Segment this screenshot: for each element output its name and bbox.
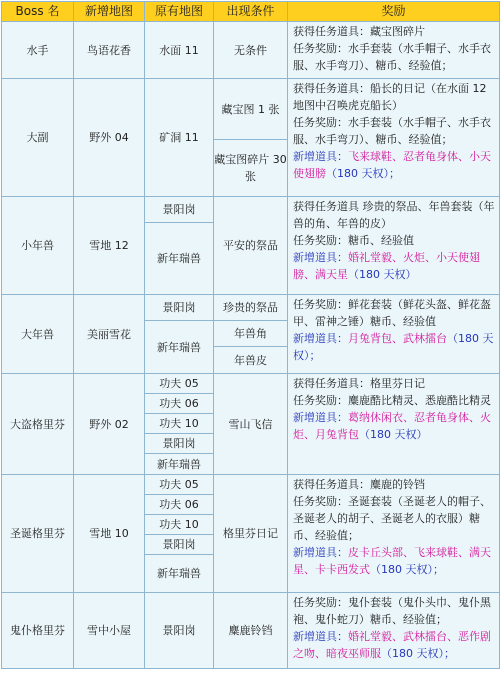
reward-line [293,392,495,409]
old-map: 水面 11 [145,22,214,79]
header-new-map: 新增地图 [74,2,145,22]
reward-duration: （180 天权） [348,268,417,281]
condition: 珍贵的祭品 [214,295,288,321]
reward-label: 新增道具： [293,546,348,559]
old-map: 新年瑞兽 [145,223,214,295]
reward-line [293,198,495,232]
old-map: 功夫 10 [145,414,214,434]
condition: 麋鹿铃铛 [214,593,288,669]
reward-value: 皮卡丘头部、飞来球鞋、满天星、卡卡西发式 [293,546,491,576]
condition: 藏宝图碎片 30 张 [214,140,288,197]
reward-value: 水手套装（水手帽子、水手衣服、水手弯刀）、糖币、经验值； [293,42,491,72]
condition: 藏宝图 1 张 [214,79,288,140]
header-row [2,2,500,22]
table-row [2,79,500,140]
reward-label: 新增道具： [293,251,348,264]
reward-label: 任务奖励： [293,394,348,407]
old-map: 功夫 05 [145,475,214,495]
new-map: 美丽雪花 [74,295,145,374]
header-old-map: 原有地图 [145,2,214,22]
condition: 格里芬日记 [214,475,288,593]
old-map: 景阳岗 [145,197,214,223]
reward-value: 格里芬日记 [370,377,425,390]
new-map: 野外 02 [74,374,145,475]
reward-value: 飞来球鞋、忍者龟身体、小天使翅膀 [293,150,491,180]
reward-label: 获得任务道具 [293,200,363,213]
reward-label: 任务奖励： [293,42,348,55]
reward-label: 任务奖励： [293,116,348,129]
reward-label: 新增道具： [293,150,348,163]
reward-line [293,409,495,443]
table-row [2,593,500,669]
old-map: 新年瑞兽 [145,454,214,475]
reward-cell [288,22,500,79]
header-condition: 出现条件 [214,2,288,22]
reward-value: 婚礼堂毅、火炬、小天使翅膀、满天星 [293,251,480,281]
old-map: 景阳岗 [145,593,214,669]
boss-name: 大副 [2,79,74,197]
reward-label: 任务奖励： [293,495,348,508]
table-row [2,475,500,495]
old-map: 景阳岗 [145,434,214,454]
boss-name: 小年兽 [2,197,74,295]
reward-value: 糖币、经验值 [348,234,414,247]
reward-line [293,23,495,40]
reward-duration: （180 天权） [359,428,428,441]
reward-label: 获得任务道具： [293,82,370,95]
reward-line [293,493,495,544]
reward-line [293,544,495,578]
reward-value: 圣诞套装（圣诞老人的帽子、圣诞老人的胡子、圣诞老人的衣服）糖币、经验值； [293,495,491,542]
boss-name: 大盗格里芬 [2,374,74,475]
reward-duration: （180 天权）； [326,167,400,180]
reward-label: 获得任务道具： [293,478,370,491]
condition: 平安的祭品 [214,197,288,295]
reward-line [293,628,495,662]
reward-line [293,594,495,628]
old-map: 功夫 06 [145,495,214,515]
reward-line [293,114,495,148]
reward-duration: （180 天权）； [381,647,455,660]
old-map: 功夫 10 [145,515,214,535]
boss-name: 大年兽 [2,295,74,374]
reward-line [293,330,495,364]
condition: 年兽皮 [214,347,288,374]
condition: 无条件 [214,22,288,79]
reward-label: 新增道具： [293,411,348,424]
reward-label: 新增道具： [293,630,348,643]
reward-cell [288,197,500,295]
boss-name: 鬼仆格里芬 [2,593,74,669]
reward-duration: （180 天权）； [293,332,494,362]
boss-table [1,1,500,669]
new-map: 雪地 10 [74,475,145,593]
reward-label: 获得任务道具： [293,377,370,390]
reward-value: 婚礼堂毅、武林擂台、恶作剧之吻、暗夜巫师服 [293,630,491,660]
reward-line [293,40,495,74]
table-row [2,295,500,321]
new-map: 雪地 12 [74,197,145,295]
reward-line [293,232,495,249]
old-map: 矿洞 11 [145,79,214,197]
reward-label: 获得任务道具： [293,25,370,38]
reward-value: 月兔背包、武林擂台 [348,332,447,345]
reward-cell [288,475,500,593]
old-map: 功夫 05 [145,374,214,394]
reward-label: 任务奖励： [293,596,348,609]
reward-line [293,80,495,114]
reward-line [293,249,495,283]
reward-line [293,296,495,330]
reward-cell [288,79,500,197]
reward-value: 鲜花套装（鲜花头盔、鲜花盔甲、雷神之锤）糖币、经验值 [293,298,491,328]
old-map: 功夫 06 [145,394,214,414]
reward-value: 葛纳休闲衣、忍者龟身体、火炬、月兔背包 [293,411,491,441]
reward-line [293,375,495,392]
condition: 雪山飞信 [214,374,288,475]
reward-duration: （180 天权）； [370,563,444,576]
reward-line [293,476,495,493]
reward-value: 藏宝图碎片 [370,25,425,38]
table-row [2,197,500,223]
old-map: 景阳岗 [145,535,214,555]
reward-value: 麋鹿的铃铛 [370,478,425,491]
condition: 年兽角 [214,321,288,347]
table-row [2,22,500,79]
reward-value: 鬼仆套装（鬼仆头巾、鬼仆黑袍、鬼仆蛇刀）糖币、经验值； [293,596,491,626]
reward-value: 水手套装（水手帽子、水手衣服、水手弯刀）、糖币、经验值； [293,116,491,146]
reward-label: 新增道具： [293,332,348,345]
boss-name: 水手 [2,22,74,79]
old-map: 新年瑞兽 [145,321,214,374]
table-row [2,374,500,394]
reward-cell [288,295,500,374]
reward-value: 麋鹿酷比精灵、悉鹿酷比精灵 [348,394,491,407]
boss-name: 圣诞格里芬 [2,475,74,593]
old-map: 新年瑞兽 [145,555,214,593]
new-map: 野外 04 [74,79,145,197]
reward-value: 船长的日记（在水面 12 地图中召唤虎克船长） [293,82,487,112]
reward-cell [288,374,500,475]
new-map: 雪中小屋 [74,593,145,669]
header-reward: 奖励 [288,2,500,22]
old-map: 景阳岗 [145,295,214,321]
header-boss: Boss 名 [2,2,74,22]
reward-line [293,148,495,182]
new-map: 鸟语花香 [74,22,145,79]
reward-label: 任务奖励： [293,298,348,311]
reward-cell [288,593,500,669]
reward-label: 任务奖励： [293,234,348,247]
reward-value: 珍贵的祭品、年兽套装（年兽的角、年兽的皮） [293,200,495,230]
